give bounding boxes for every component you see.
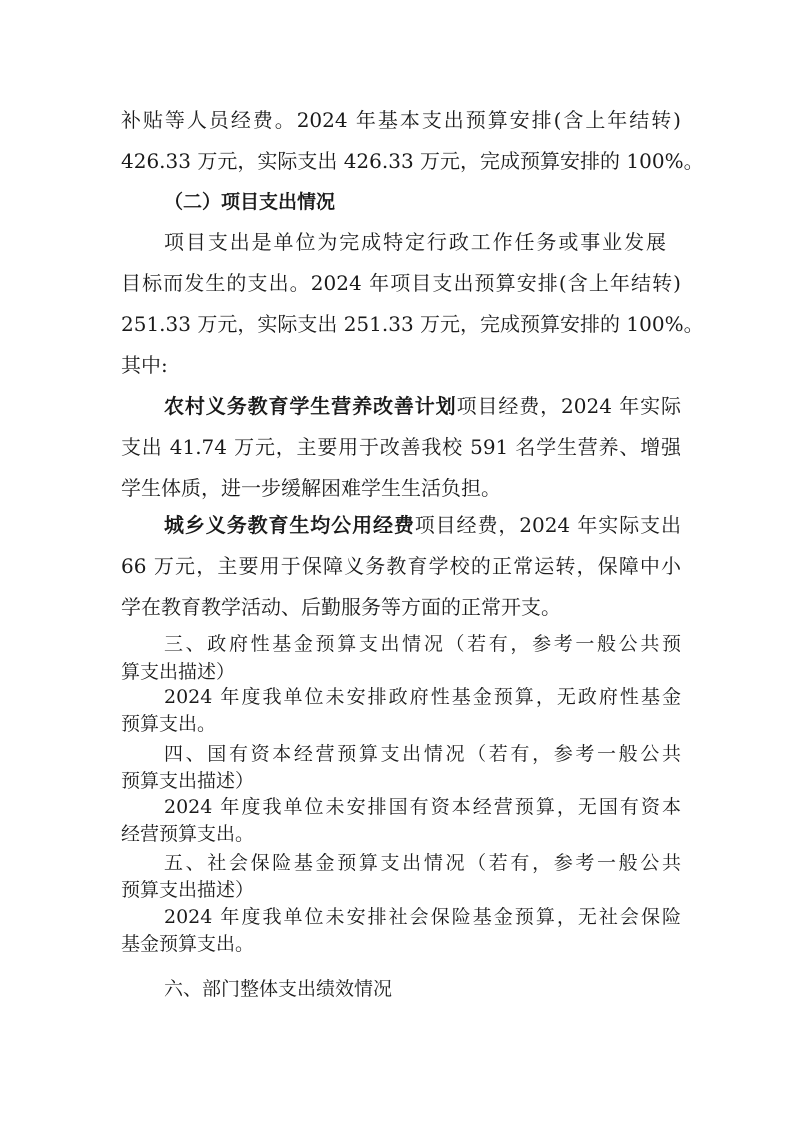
section-heading: 三、政府性基金预算支出情况（若有，参考一般公共预 xyxy=(164,633,681,655)
text-span: 项目经费，2024 年实际 xyxy=(456,394,681,418)
text-line: 2024 年度我单位未安排社会保险基金预算，无社会保险 xyxy=(164,906,681,928)
text-line xyxy=(164,392,681,420)
text-line: 支出 41.74 万元，主要用于改善我校 591 名学生营养、增强 xyxy=(121,435,681,459)
text-line: 目标而发生的支出。2024 年项目支出预算安排(含上年结转) xyxy=(121,271,681,295)
text-line: 经营预算支出。 xyxy=(121,823,255,845)
text-line: 学在教育教学活动、后勤服务等方面的正常开支。 xyxy=(121,595,561,619)
section-heading: 预算支出描述） xyxy=(121,770,255,792)
text-line: 预算支出。 xyxy=(121,713,217,735)
text-line: 其中: xyxy=(121,353,168,377)
section-heading: 四、国有资本经营预算支出情况（若有，参考一般公共 xyxy=(164,743,681,765)
text-line: 基金预算支出。 xyxy=(121,933,255,955)
text-line: 2024 年度我单位未安排国有资本经营预算，无国有资本 xyxy=(164,796,681,818)
project-name: 农村义务教育学生营养改善计划 xyxy=(164,394,457,418)
text-line: 学生体质，进一步缓解困难学生生活负担。 xyxy=(121,476,501,500)
text-line: 2024 年度我单位未安排政府性基金预算，无政府性基金 xyxy=(164,686,681,708)
section-heading: 六、部门整体支出绩效情况 xyxy=(164,978,393,1000)
text-line: 补贴等人员经费。2024 年基本支出预算安排(含上年结转) xyxy=(121,108,681,132)
text-line: 项目支出是单位为完成特定行政工作任务或事业发展 xyxy=(164,230,666,254)
text-line xyxy=(164,511,681,539)
section-heading: 预算支出描述） xyxy=(121,879,255,901)
text-span: 项目经费，2024 年实际支出 xyxy=(414,513,681,537)
section-heading: （二）项目支出情况 xyxy=(164,191,336,213)
section-heading: 算支出描述） xyxy=(121,661,236,683)
text-line: 426.33 万元，实际支出 426.33 万元，完成预算安排的 100%。 xyxy=(121,149,704,173)
project-name: 城乡义务教育生均公用经费 xyxy=(164,513,415,537)
section-heading: 五、社会保险基金预算支出情况（若有，参考一般公共 xyxy=(164,852,681,874)
text-line: 66 万元，主要用于保障义务教育学校的正常运转，保障中小 xyxy=(121,554,681,578)
text-line: 251.33 万元，实际支出 251.33 万元，完成预算安排的 100%。 xyxy=(121,312,704,336)
